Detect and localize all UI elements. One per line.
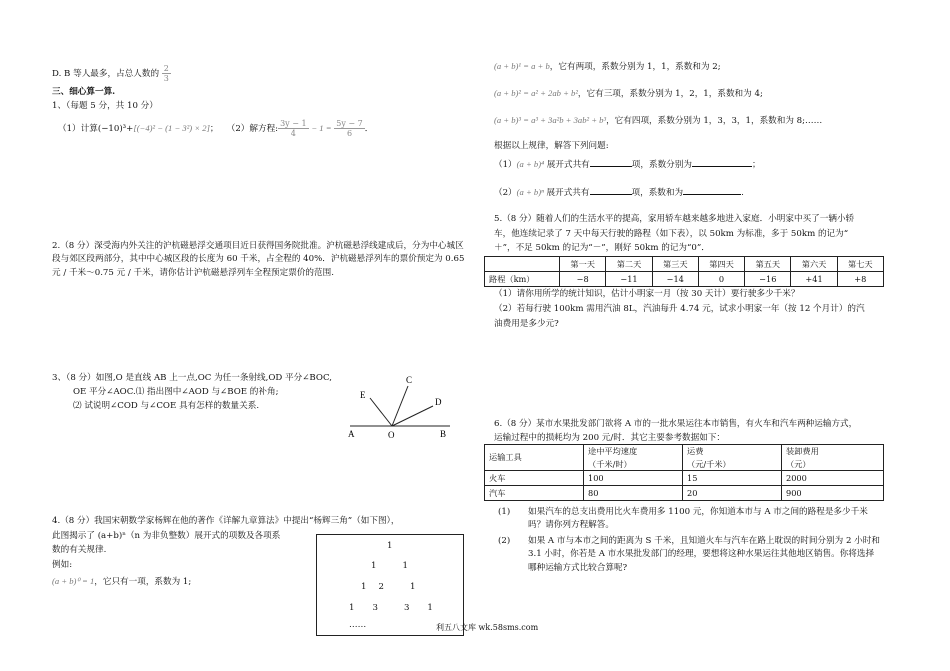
q5-line-1: 5.（8 分）随着人们的生活水平的提高，家用轿车越来越多地进入家庭．小明家中买了一辆小轿 bbox=[494, 214, 855, 224]
frac-num: 2 bbox=[163, 64, 169, 73]
table-cell bbox=[485, 445, 584, 471]
ray-oc bbox=[392, 386, 408, 426]
table-head-unit: （元） bbox=[786, 458, 811, 469]
binomial-2 bbox=[494, 87, 763, 101]
q3-line-3: ⑵ 试说明∠COD 与∠COE 具有怎样的数量关系. bbox=[73, 401, 260, 411]
triangle-cell: 2 bbox=[378, 582, 384, 592]
eq-power-4: (a + b)⁴ bbox=[516, 159, 545, 169]
label-e: E bbox=[360, 390, 366, 400]
table-cell: 第七天 bbox=[837, 257, 883, 272]
q6-transport-table bbox=[484, 444, 884, 501]
part-1 bbox=[494, 157, 761, 172]
table-cell: 900 bbox=[782, 486, 884, 501]
table-cell: 第三天 bbox=[652, 257, 698, 272]
table-head-text: 运费 bbox=[687, 446, 704, 456]
eq-power-1: (a + b)¹ = a + b bbox=[494, 61, 550, 71]
part-1-b: 项，系数分别为 bbox=[631, 160, 692, 170]
q6-sub-1-no: (1) bbox=[498, 507, 511, 517]
table-cell: +8 bbox=[837, 272, 883, 287]
table-cell: 第五天 bbox=[745, 257, 791, 272]
frac-num: 3y − 1 bbox=[280, 119, 307, 128]
q1-2-frac-2 bbox=[334, 119, 365, 138]
table-head-unit: （元/千米） bbox=[687, 458, 731, 469]
q1-2-frac-1 bbox=[278, 119, 309, 138]
angle-figure bbox=[340, 370, 460, 442]
eq-power-n: (a + b)ⁿ bbox=[516, 187, 544, 197]
table-cell bbox=[584, 445, 683, 471]
table-cell: −8 bbox=[560, 272, 606, 287]
option-d-fraction bbox=[162, 64, 171, 83]
option-d bbox=[52, 64, 171, 83]
triangle-cell: 1 bbox=[409, 582, 416, 592]
triangle-cell: 3 bbox=[372, 603, 378, 613]
part-2-c: . bbox=[741, 188, 744, 198]
part-2 bbox=[494, 185, 744, 200]
table-cell: 第六天 bbox=[791, 257, 837, 272]
table-cell: 100 bbox=[584, 471, 683, 486]
triangle-cell: 1 bbox=[361, 582, 367, 592]
eq-power-3-text: ，它有四项，系数分别为 1，3，3，1，系数和为 8;…… bbox=[606, 116, 823, 126]
triangle-row-1 bbox=[371, 560, 408, 573]
part-2-label: （2） bbox=[494, 188, 517, 198]
eq-power-1-text: ，它有两项，系数分别为 1，1，系数和为 2; bbox=[549, 62, 721, 72]
q2-text: 2.（8 分）深受海内外关注的沪杭磁悬浮交通项目近日获得国务院批准。沪杭磁悬浮线建成后，分为中心城区段与郊区段两部分，其中中心城区段的长度为 60 千米，占全程的 40%．沪杭磁悬浮列车的票价预定为 0.65 元 / 千米～0.75 元 / 千米，请你估计沪杭磁悬浮列车全程预定票价的范围. bbox=[52, 241, 465, 278]
frac-den: 3 bbox=[163, 74, 169, 84]
blank-terms-2[interactable] bbox=[590, 185, 632, 195]
table-cell: 火车 bbox=[485, 471, 584, 486]
q1-1-expr-b: [(−4)² − (1 − 3²) × 2] bbox=[133, 123, 210, 134]
ray-od bbox=[392, 406, 433, 426]
q1-1-label: （1）计算 bbox=[58, 124, 98, 135]
eq-power-3: (a + b)³ = a³ + 3a²b + 3ab² + b³ bbox=[494, 115, 607, 125]
option-d-text: D. B 等人最多，占总人数的 bbox=[52, 69, 160, 80]
table-row bbox=[485, 257, 884, 272]
label-a: A bbox=[348, 429, 355, 439]
q1-problems bbox=[58, 119, 373, 138]
table-row bbox=[485, 272, 884, 287]
q1-2-label: （2）解方程: bbox=[226, 124, 279, 135]
triangle-cell: 1 bbox=[349, 603, 355, 613]
q1-1-sep: ； bbox=[209, 124, 219, 135]
footer-watermark: 利五八文库 wk.58sms.com bbox=[436, 623, 539, 632]
q6-sub-1: 如果汽车的总支出费用比火车费用多 1100 元，你知道本市与 A 市之间的路程是多少千米吗？请你列方程解答。 bbox=[528, 507, 868, 531]
q1-2-end: ． bbox=[364, 124, 374, 135]
q1-heading: 1、（每题 5 分，共 10 分） bbox=[52, 101, 158, 111]
triangle-cell: 1 bbox=[371, 561, 377, 571]
part-2-a: 展开式共有 bbox=[546, 188, 590, 198]
ray-oe bbox=[370, 398, 392, 426]
table-cell: 汽车 bbox=[485, 486, 584, 501]
table-row bbox=[485, 486, 884, 501]
q1-1-expr-a: (−10)³+ bbox=[97, 124, 134, 135]
table-head-unit: （千米/时） bbox=[588, 458, 632, 469]
table-cell: 第一天 bbox=[560, 257, 606, 272]
blank-coefficient-sum[interactable] bbox=[683, 185, 741, 195]
label-d: D bbox=[435, 397, 442, 407]
table-cell: −14 bbox=[652, 272, 698, 287]
part-1-a: 展开式共有 bbox=[546, 160, 590, 170]
table-head-text: 运输工具 bbox=[489, 452, 522, 463]
table-cell: 20 bbox=[683, 486, 782, 501]
q6-sub-2: 如果 A 市与本市之间的距离为 S 千米，且知道火车与汽车在路上耽误的时间分别为 2 小时和 3.1 小时，你若是 A 市水果批发部门的经理，要想将这种水果运往其他地区销售。你将选择哪种运输方式比较合算呢? bbox=[528, 536, 880, 573]
table-cell bbox=[782, 445, 884, 471]
q3-line-2: OE 平分∠AOC.⑴ 指出图中∠AOD 与∠BOE 的补角; bbox=[73, 387, 279, 397]
part-1-label: （1） bbox=[494, 160, 517, 170]
triangle-row-0 bbox=[387, 540, 392, 553]
triangle-cell: 3 bbox=[403, 603, 410, 613]
blank-terms-1[interactable] bbox=[590, 157, 632, 167]
q4-example-0 bbox=[52, 575, 191, 589]
table-head-text: 途中平均速度 bbox=[588, 446, 638, 456]
q6-line-1: 6.（8 分）某市水果批发部门欲将 A 市的一批水果运往本市销售，有火车和汽车两种运输方式， bbox=[494, 419, 858, 429]
triangle-row-3 bbox=[349, 602, 433, 615]
q3-line-1: 3、（8 分）如图,O 是直线 AB 上一点,OC 为任一条射线,OD 平分∠BOC, bbox=[52, 373, 332, 383]
table-cell: 15 bbox=[683, 471, 782, 486]
q4-line-2: 此图揭示了 (a+b)ⁿ（n 为非负整数）展开式的项数及各项系 bbox=[52, 531, 281, 541]
table-cell: 路程（km） bbox=[485, 272, 560, 287]
q5-sub-1: （1）请你用所学的统计知识，估计小明家一月（按 30 天计）要行驶多少千米？ bbox=[494, 289, 800, 299]
eq-power-2: (a + b)² = a² + 2ab + b² bbox=[494, 88, 578, 98]
part-2-b: 项，系数和为 bbox=[631, 188, 684, 198]
table-cell: 2000 bbox=[782, 471, 884, 486]
q5-sub-2a: （2）若每行驶 100km 需用汽油 8L，汽油每升 4.74 元，试求小明家一年（按 12 个月计）的汽 bbox=[494, 304, 865, 314]
binomial-1 bbox=[494, 60, 721, 74]
eq-power-0: (a + b)⁰ = 1 bbox=[52, 576, 95, 586]
triangle-more: …… bbox=[349, 620, 367, 630]
q4-example-label: 例如: bbox=[52, 560, 73, 570]
triangle-row-2 bbox=[361, 581, 415, 594]
binomial-3 bbox=[494, 114, 822, 128]
rule-text: 根据以上规律，解答下列问题: bbox=[494, 141, 609, 151]
label-c: C bbox=[406, 375, 413, 385]
q4-line-3: 数的有关规律. bbox=[52, 545, 107, 555]
table-cell: 0 bbox=[698, 272, 744, 287]
table-row bbox=[485, 445, 884, 471]
eq-power-2-text: ，它有三项，系数分别为 1，2，1，系数和为 4; bbox=[577, 89, 763, 99]
table-cell: 第四天 bbox=[698, 257, 744, 272]
q5-line-2: 车，他连续记录了 7 天中每天行驶的路程（如下表），以 50km 为标准，多于 50km 的记为“ bbox=[494, 229, 849, 239]
q5-line-3: ＋”，不足 50km 的记为“－”，刚好 50km 的记为“0”． bbox=[494, 243, 710, 253]
label-b: B bbox=[440, 429, 447, 439]
table-cell: −16 bbox=[745, 272, 791, 287]
section-3-title: 三、细心算一算. bbox=[52, 87, 116, 97]
q6-sub-2-no: (2) bbox=[498, 536, 511, 546]
triangle-cell: 1 bbox=[402, 561, 408, 571]
triangle-cell: 1 bbox=[387, 541, 393, 551]
table-cell bbox=[683, 445, 782, 471]
table-row bbox=[485, 471, 884, 486]
triangle-cell: 1 bbox=[427, 603, 433, 613]
table-cell: +41 bbox=[791, 272, 837, 287]
q5-sub-2b: 油费用是多少元? bbox=[494, 319, 559, 329]
frac-den: 4 bbox=[290, 129, 296, 139]
part-1-c: ； bbox=[751, 160, 761, 170]
table-cell: 80 bbox=[584, 486, 683, 501]
q6-line-2: 运输过程中的损耗均为 200 元/时．其它主要参考数据如下： bbox=[494, 433, 726, 443]
q5-mileage-table bbox=[484, 256, 884, 287]
frac-den: 6 bbox=[346, 129, 353, 139]
table-cell bbox=[485, 257, 560, 272]
table-cell: 第二天 bbox=[606, 257, 652, 272]
blank-coefficients[interactable] bbox=[692, 157, 752, 167]
q1-2-mid: − 1 = bbox=[311, 123, 332, 134]
yanghui-triangle-box bbox=[316, 534, 464, 636]
label-o: O bbox=[388, 430, 395, 440]
table-head-text: 装卸费用 bbox=[786, 446, 819, 456]
frac-num: 5y − 7 bbox=[336, 119, 363, 128]
table-cell: −11 bbox=[606, 272, 652, 287]
eq-power-0-text: ，它只有一项，系数为 1; bbox=[94, 577, 192, 587]
q4-line-1: 4.（8 分）我国宋朝数学家杨辉在他的著作《详解九章算法》中提出“杨辉三角”（如下图）， bbox=[52, 516, 400, 526]
